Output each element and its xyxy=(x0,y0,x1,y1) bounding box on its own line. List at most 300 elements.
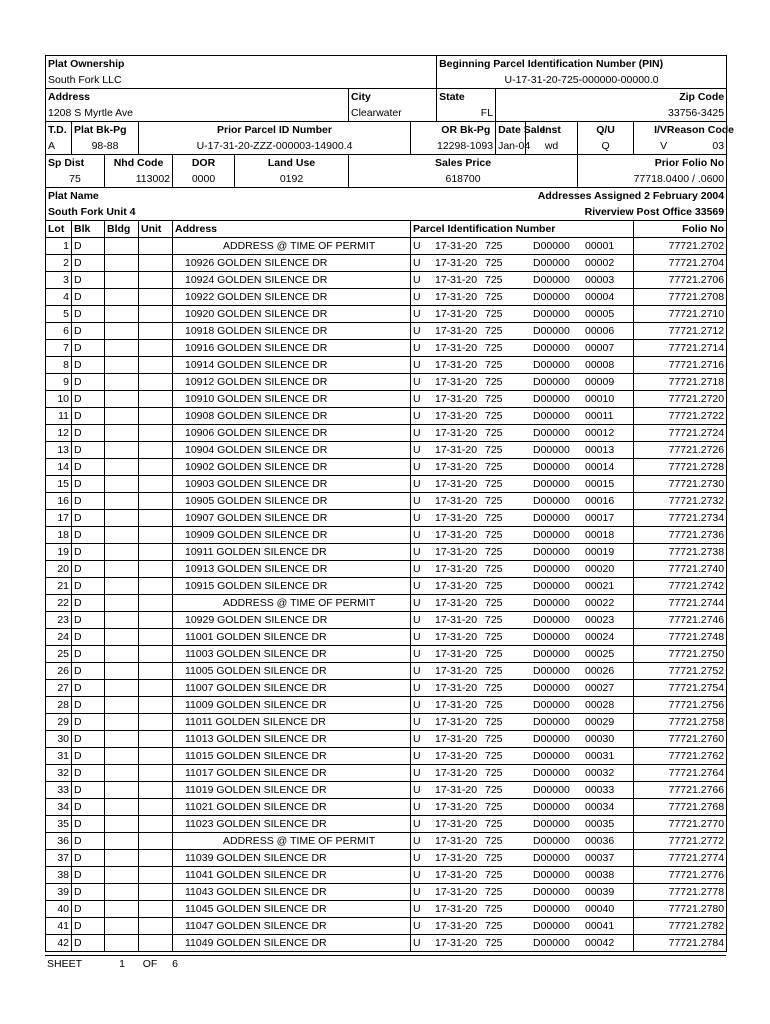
pin-sub: 725 xyxy=(485,342,503,354)
lot-cell: 16 xyxy=(46,493,72,510)
table-row xyxy=(46,612,727,629)
lot-cell: 35 xyxy=(46,816,72,833)
blk-cell: D xyxy=(72,476,105,493)
bldg-cell xyxy=(105,255,139,272)
pin-sub: 725 xyxy=(485,444,503,456)
lot-cell: 33 xyxy=(46,782,72,799)
bldg-cell xyxy=(105,782,139,799)
unit-cell xyxy=(139,289,173,306)
bldg-cell xyxy=(105,408,139,425)
folio-cell: 77721.2702 xyxy=(634,238,727,255)
bldg-cell xyxy=(105,442,139,459)
blk-cell: D xyxy=(72,493,105,510)
table-row xyxy=(46,578,727,595)
table-row xyxy=(46,901,727,918)
pin-u: U xyxy=(413,461,421,473)
bldg-cell xyxy=(105,850,139,867)
of-label: OF xyxy=(142,958,158,970)
pin-lot: 00032 xyxy=(585,767,615,779)
pin-u: U xyxy=(413,665,421,677)
blk-cell: D xyxy=(72,646,105,663)
pin-cell xyxy=(411,731,634,748)
pin-str: 17-31-20 xyxy=(435,308,478,320)
pin-block: D00000 xyxy=(533,699,570,711)
pin-cell xyxy=(411,663,634,680)
reason-value xyxy=(634,138,727,155)
pin-lot: 00029 xyxy=(585,716,615,728)
lot-cell: 34 xyxy=(46,799,72,816)
pin-lot: 00003 xyxy=(585,274,615,286)
sheet-number: 1 xyxy=(119,958,125,970)
pin-u: U xyxy=(413,937,421,949)
pin-str: 17-31-20 xyxy=(435,886,478,898)
table-row xyxy=(46,850,727,867)
address-cell: 11019 GOLDEN SILENCE DR xyxy=(173,782,411,799)
pin-cell xyxy=(411,884,634,901)
folio-cell: 77721.2764 xyxy=(634,765,727,782)
beginning-pin-value: U-17-31-20-725-000000-00000.0 xyxy=(437,72,727,89)
folio-cell: 77721.2760 xyxy=(634,731,727,748)
unit-cell xyxy=(139,680,173,697)
address-cell: 10924 GOLDEN SILENCE DR xyxy=(173,272,411,289)
pin-block: D00000 xyxy=(533,937,570,949)
pin-str: 17-31-20 xyxy=(435,801,478,813)
pin-sub: 725 xyxy=(485,631,503,643)
folio-cell: 77721.2782 xyxy=(634,918,727,935)
reason-label xyxy=(634,122,735,139)
pin-block: D00000 xyxy=(533,682,570,694)
blk-cell: D xyxy=(72,459,105,476)
lot-cell: 29 xyxy=(46,714,72,731)
bldg-cell xyxy=(105,884,139,901)
address-cell: 10904 GOLDEN SILENCE DR xyxy=(173,442,411,459)
pin-str: 17-31-20 xyxy=(435,444,478,456)
pin-lot: 00041 xyxy=(585,920,615,932)
pin-sub: 725 xyxy=(485,495,503,507)
table-row xyxy=(46,357,727,374)
td-value: A xyxy=(46,138,72,155)
folio-cell: 77721.2706 xyxy=(634,272,727,289)
pin-u: U xyxy=(413,410,421,422)
pin-str: 17-31-20 xyxy=(435,750,478,762)
lot-cell: 42 xyxy=(46,935,72,952)
address-cell: 10911 GOLDEN SILENCE DR xyxy=(173,544,411,561)
address-cell: 11005 GOLDEN SILENCE DR xyxy=(173,663,411,680)
pin-u: U xyxy=(413,835,421,847)
pin-str: 17-31-20 xyxy=(435,478,478,490)
pin-cell xyxy=(411,255,634,272)
lot-cell: 19 xyxy=(46,544,72,561)
pin-u: U xyxy=(413,512,421,524)
folio-cell: 77721.2738 xyxy=(634,544,727,561)
blk-cell: D xyxy=(72,595,105,612)
folio-cell: 77721.2756 xyxy=(634,697,727,714)
bldg-cell xyxy=(105,918,139,935)
pin-block: D00000 xyxy=(533,750,570,762)
pin-cell xyxy=(411,918,634,935)
pin-cell xyxy=(411,680,634,697)
pin-str: 17-31-20 xyxy=(435,291,478,303)
address-cell: 11045 GOLDEN SILENCE DR xyxy=(173,901,411,918)
sales-price-value: 618700 xyxy=(349,171,578,188)
pin-block: D00000 xyxy=(533,563,570,575)
table-row xyxy=(46,782,727,799)
pin-sub: 725 xyxy=(485,937,503,949)
lot-cell: 20 xyxy=(46,561,72,578)
pin-str: 17-31-20 xyxy=(435,461,478,473)
zip-value: 33756-3425 xyxy=(496,105,727,122)
pin-block: D00000 xyxy=(533,376,570,388)
address-cell: 11039 GOLDEN SILENCE DR xyxy=(173,850,411,867)
pin-str: 17-31-20 xyxy=(435,597,478,609)
lot-cell: 15 xyxy=(46,476,72,493)
pin-sub: 725 xyxy=(485,733,503,745)
pin-block: D00000 xyxy=(533,716,570,728)
pin-sub: 725 xyxy=(485,750,503,762)
unit-cell xyxy=(139,850,173,867)
pin-sub: 725 xyxy=(485,376,503,388)
unit-cell xyxy=(139,408,173,425)
pin-str: 17-31-20 xyxy=(435,733,478,745)
prior-folio-value: 77718.0400 / .0600 xyxy=(578,171,727,188)
date-sale-value: Jan-04 xyxy=(496,138,526,155)
pin-u: U xyxy=(413,920,421,932)
bldg-cell xyxy=(105,391,139,408)
pin-u: U xyxy=(413,733,421,745)
spdist-label: Sp Dist xyxy=(46,155,105,172)
pin-sub: 725 xyxy=(485,665,503,677)
blk-cell: D xyxy=(72,255,105,272)
pin-sub: 725 xyxy=(485,410,503,422)
pin-u: U xyxy=(413,444,421,456)
pin-str: 17-31-20 xyxy=(435,648,478,660)
pin-cell xyxy=(411,323,634,340)
pin-str: 17-31-20 xyxy=(435,937,478,949)
lot-cell: 7 xyxy=(46,340,72,357)
pin-u: U xyxy=(413,699,421,711)
folio-cell: 77721.2744 xyxy=(634,595,727,612)
pin-u: U xyxy=(413,852,421,864)
pin-lot: 00013 xyxy=(585,444,615,456)
table-row xyxy=(46,867,727,884)
lot-cell: 12 xyxy=(46,425,72,442)
folio-cell: 77721.2724 xyxy=(634,425,727,442)
pin-cell xyxy=(411,765,634,782)
pin-block: D00000 xyxy=(533,665,570,677)
pin-block: D00000 xyxy=(533,920,570,932)
lot-cell: 38 xyxy=(46,867,72,884)
pin-cell xyxy=(411,697,634,714)
table-row xyxy=(46,459,727,476)
pin-sub: 725 xyxy=(485,852,503,864)
lot-cell: 26 xyxy=(46,663,72,680)
folio-cell: 77721.2730 xyxy=(634,476,727,493)
address-cell: 11009 GOLDEN SILENCE DR xyxy=(173,697,411,714)
iv-value: V xyxy=(660,140,668,152)
pin-u: U xyxy=(413,580,421,592)
pin-block: D00000 xyxy=(533,597,570,609)
unit-cell xyxy=(139,799,173,816)
qu-value: Q xyxy=(578,138,634,155)
address-cell: 11043 GOLDEN SILENCE DR xyxy=(173,884,411,901)
folio-cell: 77721.2732 xyxy=(634,493,727,510)
blk-cell: D xyxy=(72,612,105,629)
plat-ownership-label: Plat Ownership xyxy=(46,56,437,73)
addresses-assigned: Addresses Assigned 2 February 2004 xyxy=(349,188,727,205)
pin-u: U xyxy=(413,563,421,575)
unit-cell xyxy=(139,918,173,935)
prior-parcel-value: U-17-31-20-ZZZ-000003-14900.4 xyxy=(139,138,411,155)
pin-str: 17-31-20 xyxy=(435,716,478,728)
address-cell: 11023 GOLDEN SILENCE DR xyxy=(173,816,411,833)
pin-u: U xyxy=(413,478,421,490)
col-pin: Parcel Identification Number xyxy=(411,221,634,238)
unit-cell xyxy=(139,374,173,391)
pin-u: U xyxy=(413,495,421,507)
lot-cell: 37 xyxy=(46,850,72,867)
bldg-cell xyxy=(105,306,139,323)
folio-cell: 77721.2736 xyxy=(634,527,727,544)
pin-lot: 00018 xyxy=(585,529,615,541)
pin-lot: 00023 xyxy=(585,614,615,626)
pin-str: 17-31-20 xyxy=(435,325,478,337)
pin-block: D00000 xyxy=(533,733,570,745)
pin-lot: 00033 xyxy=(585,784,615,796)
pin-sub: 725 xyxy=(485,359,503,371)
pin-str: 17-31-20 xyxy=(435,240,478,252)
plat-sheet-table xyxy=(45,55,735,952)
pin-sub: 725 xyxy=(485,699,503,711)
pin-cell xyxy=(411,544,634,561)
table-row xyxy=(46,306,727,323)
unit-cell xyxy=(139,340,173,357)
lot-cell: 24 xyxy=(46,629,72,646)
blk-cell: D xyxy=(72,748,105,765)
folio-cell: 77721.2742 xyxy=(634,578,727,595)
pin-str: 17-31-20 xyxy=(435,563,478,575)
pin-block: D00000 xyxy=(533,580,570,592)
pin-block: D00000 xyxy=(533,529,570,541)
table-row xyxy=(46,527,727,544)
plat-ownership-value: South Fork LLC xyxy=(46,72,437,89)
pin-cell xyxy=(411,476,634,493)
pin-sub: 725 xyxy=(485,835,503,847)
table-row xyxy=(46,884,727,901)
bldg-cell xyxy=(105,493,139,510)
pin-lot: 00030 xyxy=(585,733,615,745)
pin-lot: 00039 xyxy=(585,886,615,898)
pin-str: 17-31-20 xyxy=(435,852,478,864)
sales-price-label: Sales Price xyxy=(349,155,578,172)
pin-sub: 725 xyxy=(485,614,503,626)
pin-cell xyxy=(411,867,634,884)
bldg-cell xyxy=(105,357,139,374)
prior-parcel-label: Prior Parcel ID Number xyxy=(139,122,411,139)
pin-block: D00000 xyxy=(533,546,570,558)
prior-folio-label: Prior Folio No xyxy=(578,155,727,172)
pin-sub: 725 xyxy=(485,682,503,694)
pin-lot: 00005 xyxy=(585,308,615,320)
blk-cell: D xyxy=(72,357,105,374)
unit-cell xyxy=(139,357,173,374)
lot-cell: 30 xyxy=(46,731,72,748)
bldg-cell xyxy=(105,561,139,578)
bldg-cell xyxy=(105,578,139,595)
address-cell: 10926 GOLDEN SILENCE DR xyxy=(173,255,411,272)
pin-block: D00000 xyxy=(533,631,570,643)
bldg-cell xyxy=(105,935,139,952)
dor-label: DOR xyxy=(173,155,235,172)
pin-sub: 725 xyxy=(485,563,503,575)
table-row xyxy=(46,272,727,289)
folio-cell: 77721.2740 xyxy=(634,561,727,578)
pin-cell xyxy=(411,510,634,527)
unit-cell xyxy=(139,731,173,748)
folio-cell: 77721.2726 xyxy=(634,442,727,459)
col-bldg: Bldg xyxy=(105,221,139,238)
pin-cell xyxy=(411,714,634,731)
unit-cell xyxy=(139,629,173,646)
pin-str: 17-31-20 xyxy=(435,903,478,915)
blk-cell: D xyxy=(72,833,105,850)
unit-cell xyxy=(139,663,173,680)
unit-cell xyxy=(139,544,173,561)
pin-lot: 00015 xyxy=(585,478,615,490)
pin-cell xyxy=(411,748,634,765)
spdist-value: 75 xyxy=(46,171,105,188)
address-cell: 11049 GOLDEN SILENCE DR xyxy=(173,935,411,952)
address-cell: 10922 GOLDEN SILENCE DR xyxy=(173,289,411,306)
pin-u: U xyxy=(413,614,421,626)
folio-cell: 77721.2770 xyxy=(634,816,727,833)
bldg-cell xyxy=(105,765,139,782)
bldg-cell xyxy=(105,510,139,527)
pin-str: 17-31-20 xyxy=(435,410,478,422)
pin-u: U xyxy=(413,274,421,286)
bldg-cell xyxy=(105,816,139,833)
pin-cell xyxy=(411,238,634,255)
pin-str: 17-31-20 xyxy=(435,835,478,847)
folio-cell: 77721.2772 xyxy=(634,833,727,850)
pin-block: D00000 xyxy=(533,461,570,473)
lot-cell: 32 xyxy=(46,765,72,782)
lot-cell: 27 xyxy=(46,680,72,697)
bldg-cell xyxy=(105,459,139,476)
pin-sub: 725 xyxy=(485,478,503,490)
sheet-label: SHEET xyxy=(47,958,83,970)
pin-sub: 725 xyxy=(485,512,503,524)
unit-cell xyxy=(139,255,173,272)
lot-cell: 18 xyxy=(46,527,72,544)
qu-label: Q/U xyxy=(578,122,634,139)
bldg-cell xyxy=(105,425,139,442)
col-unit: Unit xyxy=(139,221,173,238)
table-row xyxy=(46,476,727,493)
unit-cell xyxy=(139,476,173,493)
folio-cell: 77721.2708 xyxy=(634,289,727,306)
pin-u: U xyxy=(413,784,421,796)
unit-cell xyxy=(139,697,173,714)
pin-str: 17-31-20 xyxy=(435,682,478,694)
table-row xyxy=(46,340,727,357)
bldg-cell xyxy=(105,646,139,663)
pin-sub: 725 xyxy=(485,427,503,439)
pin-sub: 725 xyxy=(485,869,503,881)
pin-cell xyxy=(411,935,634,952)
blk-cell: D xyxy=(72,238,105,255)
pin-lot: 00007 xyxy=(585,342,615,354)
table-row xyxy=(46,646,727,663)
folio-cell: 77721.2716 xyxy=(634,357,727,374)
sheet-footer xyxy=(45,955,726,972)
pin-str: 17-31-20 xyxy=(435,614,478,626)
pin-block: D00000 xyxy=(533,614,570,626)
blk-cell: D xyxy=(72,544,105,561)
pin-u: U xyxy=(413,818,421,830)
pin-block: D00000 xyxy=(533,801,570,813)
lot-cell: 25 xyxy=(46,646,72,663)
pin-u: U xyxy=(413,682,421,694)
pin-str: 17-31-20 xyxy=(435,665,478,677)
pin-block: D00000 xyxy=(533,648,570,660)
bldg-cell xyxy=(105,799,139,816)
pin-cell xyxy=(411,816,634,833)
state-label: State xyxy=(437,89,496,106)
pin-str: 17-31-20 xyxy=(435,342,478,354)
folio-cell: 77721.2762 xyxy=(634,748,727,765)
unit-cell xyxy=(139,323,173,340)
address-cell: ADDRESS @ TIME OF PERMIT xyxy=(173,833,411,850)
unit-cell xyxy=(139,782,173,799)
folio-cell: 77721.2748 xyxy=(634,629,727,646)
pin-cell xyxy=(411,408,634,425)
pin-cell xyxy=(411,289,634,306)
pin-str: 17-31-20 xyxy=(435,359,478,371)
pin-sub: 725 xyxy=(485,818,503,830)
inst-label: Inst xyxy=(526,122,578,139)
bldg-cell xyxy=(105,629,139,646)
state-value: FL xyxy=(437,105,496,122)
blk-cell: D xyxy=(72,731,105,748)
blk-cell: D xyxy=(72,680,105,697)
pin-cell xyxy=(411,629,634,646)
pin-str: 17-31-20 xyxy=(435,274,478,286)
pin-u: U xyxy=(413,767,421,779)
pin-lot: 00006 xyxy=(585,325,615,337)
bldg-cell xyxy=(105,323,139,340)
lot-cell: 23 xyxy=(46,612,72,629)
pin-lot: 00031 xyxy=(585,750,615,762)
bldg-cell xyxy=(105,374,139,391)
unit-cell xyxy=(139,527,173,544)
folio-cell: 77721.2766 xyxy=(634,782,727,799)
pin-sub: 725 xyxy=(485,767,503,779)
pin-block: D00000 xyxy=(533,784,570,796)
landuse-value: 0192 xyxy=(235,171,349,188)
bldg-cell xyxy=(105,901,139,918)
address-cell: 11013 GOLDEN SILENCE DR xyxy=(173,731,411,748)
unit-cell xyxy=(139,884,173,901)
unit-cell xyxy=(139,748,173,765)
pin-sub: 725 xyxy=(485,597,503,609)
pin-cell xyxy=(411,374,634,391)
pin-str: 17-31-20 xyxy=(435,699,478,711)
plat-name-label: Plat Name xyxy=(46,188,349,205)
pin-lot: 00017 xyxy=(585,512,615,524)
col-address: Address xyxy=(173,221,411,238)
pin-u: U xyxy=(413,257,421,269)
lot-cell: 22 xyxy=(46,595,72,612)
